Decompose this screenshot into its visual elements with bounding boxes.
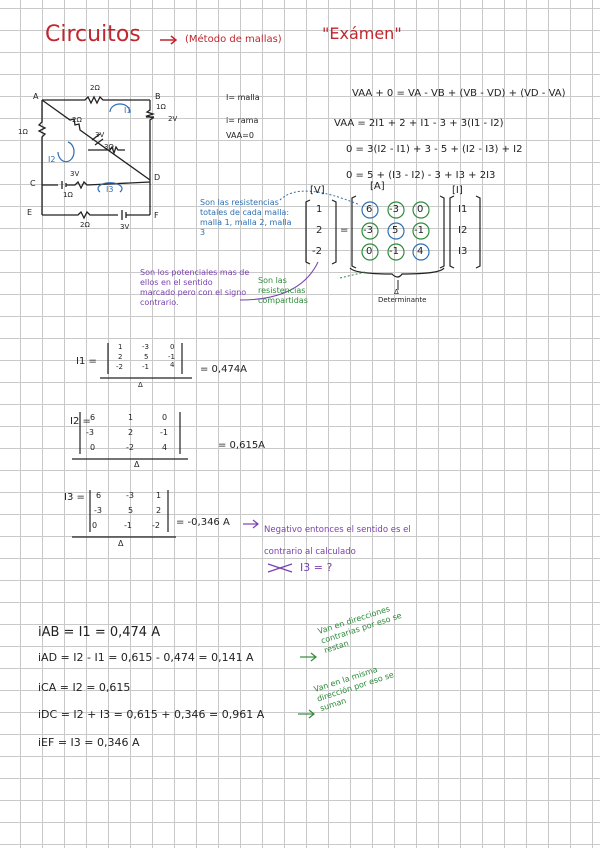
wire-ac <box>39 100 45 185</box>
equation-3: 0 = 3(I2 - I1) + 3 - 5 + (I2 - I3) + I2 <box>346 144 523 155</box>
resistor-diag-label: 2Ω <box>72 116 82 124</box>
loop-i3-label: I3 <box>106 185 114 194</box>
cramer-i3-02: 1 <box>156 491 162 500</box>
cramer-i2-01: 1 <box>128 413 134 422</box>
wire-bd <box>147 100 153 180</box>
note-blue: Son las resistencias totales de cada malla: malla 1, malla 2, malla 3 <box>200 198 292 237</box>
cramer-i3-delta: Δ <box>118 539 124 548</box>
cramer-i2-result: = 0,615A <box>218 440 266 451</box>
circuit-diagram <box>39 97 154 220</box>
matrix-i-1: I2 <box>458 225 468 236</box>
method-subtitle: (Método de mallas) <box>185 34 282 45</box>
branch-iab: iAB = I1 = 0,474 A <box>38 625 161 640</box>
branch-note-ad: Van en direcciones contrarias por eso se restan <box>316 604 403 656</box>
wire-ab <box>42 97 150 103</box>
cramer-i1-10: 2 <box>118 353 123 361</box>
determinant-label: Determinante <box>378 296 427 304</box>
cramer-i3-22: -2 <box>152 521 160 530</box>
resistor-b-label: 1Ω <box>156 103 166 111</box>
equation-1: VAA + 0 = VA - VB + (VB - VD) + (VD - VA) <box>352 88 566 99</box>
cramer-i1-02: 0 <box>170 343 175 351</box>
resistor-top-label: 2Ω <box>90 84 100 92</box>
cramer-i2-10: -3 <box>86 428 94 437</box>
cramer-i1-delta: Δ <box>138 381 143 389</box>
resistor-left-label: 1Ω <box>18 128 28 136</box>
resistor-bottom-label: 2Ω <box>80 221 90 229</box>
cramer-i1-label: I1 = <box>76 356 97 367</box>
cramer-i2-11: 2 <box>128 428 134 437</box>
cramer-i1-20: -2 <box>116 363 123 371</box>
cramer-i3-note: Negativo entonces el sentido es el contrario al calculado <box>264 525 411 557</box>
cramer-i1-11: 5 <box>144 353 149 361</box>
node-b: B <box>155 92 161 101</box>
matrix-i-2: I3 <box>458 246 468 257</box>
page-title: Circuitos <box>45 22 141 47</box>
matrix-a-12: -1 <box>414 225 424 236</box>
node-c: C <box>30 179 36 188</box>
cramer-i2-20: 0 <box>90 443 96 452</box>
green-note-arrow <box>340 272 365 278</box>
matrix-v-1: 2 <box>316 225 323 236</box>
node-e: E <box>27 208 33 217</box>
cramer-i2-label: I2 = <box>70 416 91 427</box>
exam-label: "Exámen" <box>322 24 402 43</box>
header-arrow <box>160 36 176 44</box>
cramer-i2-22: 4 <box>162 443 168 452</box>
matrix-v-0: 1 <box>316 204 323 215</box>
branch-ica: iCA = I2 = 0,615 <box>38 681 131 694</box>
matrix-a-11: 5 <box>392 225 399 236</box>
cramer-i2-21: -2 <box>126 443 134 452</box>
resistor-cd-label: 1Ω <box>63 191 73 199</box>
cramer-i2-02: 0 <box>162 413 168 422</box>
wire-ad <box>42 100 150 180</box>
cramer-i3-01: -3 <box>126 491 134 500</box>
cramer-i3-11: 5 <box>128 506 134 515</box>
matrix-delta: Δ <box>394 288 399 296</box>
equation-2: VAA = 2I1 + 2 + I1 - 3 + 3(I1 - I2) <box>334 118 504 129</box>
cramer-i1-22: 4 <box>170 361 175 369</box>
loop-i2-arrow <box>58 142 74 162</box>
def-branch: i= rama <box>226 116 259 125</box>
cramer-i3-result: = -0,346 A <box>176 517 230 528</box>
source-cd-label: 3V <box>70 170 80 178</box>
branch-note-dc: Van en la misma dirección por eso se suman <box>312 664 395 714</box>
cramer-i3-10: -3 <box>94 506 102 515</box>
matrix-a-20: 0 <box>366 246 373 257</box>
source-bottom-label: 3V <box>120 223 130 231</box>
matrix-a-label: [A] <box>370 181 385 192</box>
cramer-i1-21: -1 <box>142 363 149 371</box>
loop-i2-label: I2 <box>48 155 56 164</box>
matrix-a-00: 6 <box>366 204 373 215</box>
node-d: D <box>154 173 161 182</box>
resistor-mid-label: 3Ω <box>104 143 114 151</box>
matrix-equals: = <box>340 225 349 236</box>
def-mesh: I= malla <box>226 93 260 102</box>
node-f: F <box>154 211 159 220</box>
source-mid-label: 3V <box>95 131 105 139</box>
loop-i1-label: I1 <box>124 106 132 115</box>
cramer-i1-00: 1 <box>118 343 123 351</box>
cramer-i3-21: -1 <box>124 521 132 530</box>
note-purple: Son los potenciales mas de ellos en el sentido marcado pero con el signo contrario. <box>140 268 250 307</box>
matrix-a-22: 4 <box>417 246 424 257</box>
matrix-a-01: -3 <box>389 204 399 215</box>
cramer-i1-01: -3 <box>142 343 149 351</box>
source-b-label: 2V <box>168 115 178 123</box>
branch-ief: iEF = I3 = 0,346 A <box>38 736 140 749</box>
matrix-i-0: I1 <box>458 204 468 215</box>
note-green: Son las resistencias compartidas <box>258 276 308 305</box>
wire-cd <box>42 181 150 189</box>
cramer-i3-crossed: I3 = ? <box>300 561 333 574</box>
cramer-i2-00: 6 <box>90 413 96 422</box>
cramer-i1-result: = 0,474A <box>200 364 248 375</box>
matrix-a-02: 0 <box>417 204 424 215</box>
cramer-i3-00: 6 <box>96 491 102 500</box>
matrix-v-label: [V] <box>310 185 325 196</box>
matrix-v-2: -2 <box>312 246 322 257</box>
matrix-i-label: [I] <box>452 185 463 196</box>
cramer-i2-delta: Δ <box>134 460 140 469</box>
cramer-i3-20: 0 <box>92 521 98 530</box>
node-a: A <box>33 92 39 101</box>
branch-iad: iAD = I2 - I1 = 0,615 - 0,474 = 0,141 A <box>38 651 254 664</box>
matrix-a-21: -1 <box>389 246 399 257</box>
cramer-i2-12: -1 <box>160 428 168 437</box>
cramer-i1-12: -1 <box>168 353 175 361</box>
equation-4: 0 = 5 + (I3 - I2) - 3 + I3 + 2I3 <box>346 170 496 181</box>
def-vaa: VAA=0 <box>226 131 254 140</box>
branch-idc: iDC = I2 + I3 = 0,615 + 0,346 = 0,961 A <box>38 708 265 721</box>
wire-ef <box>42 210 150 220</box>
matrix-a-10: -3 <box>363 225 373 236</box>
cramer-i3-12: 2 <box>156 506 162 515</box>
cramer-i3-label: I3 = <box>64 492 85 503</box>
